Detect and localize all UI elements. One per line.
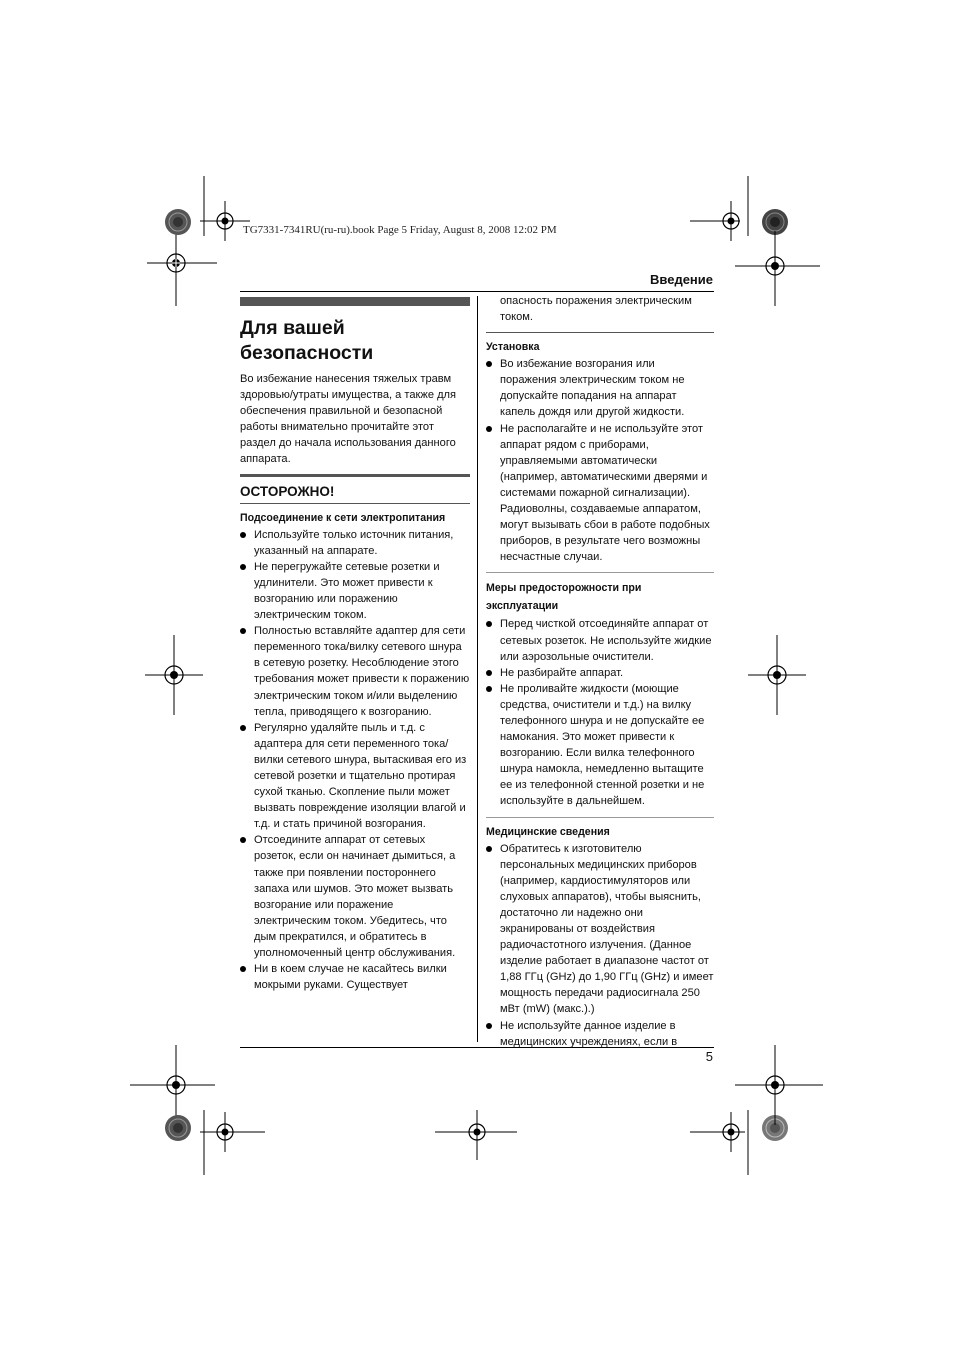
crosshair-bottom-center [435, 1105, 520, 1165]
usage-heading: Меры предосторожности при эксплуатации [486, 582, 642, 613]
page-number: 5 [705, 1049, 713, 1064]
title-line-2: безопасности [240, 342, 374, 364]
list-item: Не располагайте и не используйте этот аппарат рядом с приборами, управляемыми автоматически (например, автоматическими дверями и системами пожарной сигнализации). Радиоволны, создаваемые аппаратом, могут вызывать сбои в работе подобных приборов, в результате чего возможны несчастные случаи. [486, 421, 714, 566]
warning-rule-thin [240, 503, 470, 504]
list-item: Не проливайте жидкости (моющие средства, очистители и т.д.) на вилку телефонного шнура и не допускайте ее намокания. Это может привести к возгоранию. Если вилка телефонного шнура намокла, немедленно вытащите ее из телефонной стенной розетки и не используйте в дальнейшем. [486, 681, 714, 810]
continued-text: опасность поражения электрическим током. [500, 295, 692, 324]
medical-heading: Медицинские сведения [486, 825, 610, 838]
install-heading: Установка [486, 341, 540, 354]
starburst-top-left [163, 207, 193, 237]
title-line-1: Для вашей [240, 317, 345, 339]
registration-mark-bottom-right [735, 1045, 825, 1135]
list-item: Ни в коем случае не касайтесь вилки мокрыми руками. Существует [240, 961, 470, 993]
right-column [486, 293, 714, 1050]
top-rule [240, 291, 714, 292]
list-item: Полностью вставляйте адаптер для сети переменного тока/вилку сетевого шнура в сетевую розетку. Несоблюдение этого требования может привести к поражению электрическим током и/или выделению тепла, приводящего к возгоранию. [240, 623, 470, 720]
list-item: Обратитесь к изготовителю персональных медицинских приборов (например, кардиостимуляторов или слуховых аппаратов), чтобы выяснить, достаточно ли надежно они экранированы от воздействия радиочастотного излучения. (Данное изделие работает в диапазоне частот от 1,88 ГГц (GHz) до 1,90 ГГц (GHz) и имеет мощность передачи радиосигнала 250 мВт (mW) (макс.).) [486, 841, 714, 1018]
column-divider [477, 296, 478, 1042]
registration-mark-mid-right [748, 635, 808, 715]
crosshair-bottom-inner-left [190, 1100, 270, 1180]
medical-list [486, 841, 714, 1050]
separator [486, 817, 714, 818]
title-bar [240, 297, 470, 306]
list-item: Не разбирайте аппарат. [486, 665, 714, 681]
usage-list [486, 616, 714, 809]
list-item: Не используйте данное изделие в медицинских учреждениях, если в [486, 1018, 714, 1050]
page-title [240, 316, 470, 366]
list-item: Не перегружайте сетевые розетки и удлинители. Это может привести к возгоранию или поражению электрическим током. [240, 559, 470, 623]
section-label: Введение [650, 272, 713, 287]
list-item: Регулярно удаляйте пыль и т.д. с адаптера для сети переменного тока/вилки сетевого шнура, вытаскивая его из сетевой розетки и тщательно протирая сухой тканью. Скопление пыли может вызвать повреждение изоляции влагой и т.д. и стать причиной возгорания. [240, 720, 470, 833]
print-header: TG7331-7341RU(ru-ru).book Page 5 Friday, August 8, 2008 12:02 PM [243, 224, 557, 236]
separator [486, 572, 714, 573]
power-heading: Подсоединение к сети электропитания [240, 511, 446, 524]
list-item: Отсоедините аппарат от сетевых розеток, если он начинает дымиться, а также при появлении постороннего запаха или шумов. Это может вызвать возгорание или поражение электрическим током. Убедитесь, что дым прекратился, и обратитесь в уполномоченный центр обслуживания. [240, 832, 470, 961]
intro-paragraph: Во избежание нанесения тяжелых травм здоровью/утраты имущества, а также для обеспечения правильной и безопасной работы внимательно прочитайте этот раздел до начала использования данного аппарата. [240, 373, 457, 466]
crosshair-top-inner-left [190, 176, 250, 266]
list-item: Перед чисткой отсоединяйте аппарат от сетевых розеток. Не используйте жидкие или аэрозольные очистители. [486, 616, 714, 664]
list-item: Во избежание возгорания или поражения электрическим током не допускайте попадания на аппарат капель дождя или другой жидкости. [486, 356, 714, 420]
list-item: Используйте только источник питания, указанный на аппарате. [240, 527, 470, 559]
warning-title: ОСТОРОЖНО! [240, 483, 335, 499]
registration-mark-top-right [735, 221, 825, 311]
separator [486, 332, 714, 333]
registration-mark-mid-left [145, 635, 205, 715]
left-column [240, 297, 470, 993]
power-list [240, 527, 470, 994]
starburst-bottom-left [163, 1113, 193, 1143]
install-list [486, 356, 714, 565]
warning-rule [240, 474, 470, 477]
